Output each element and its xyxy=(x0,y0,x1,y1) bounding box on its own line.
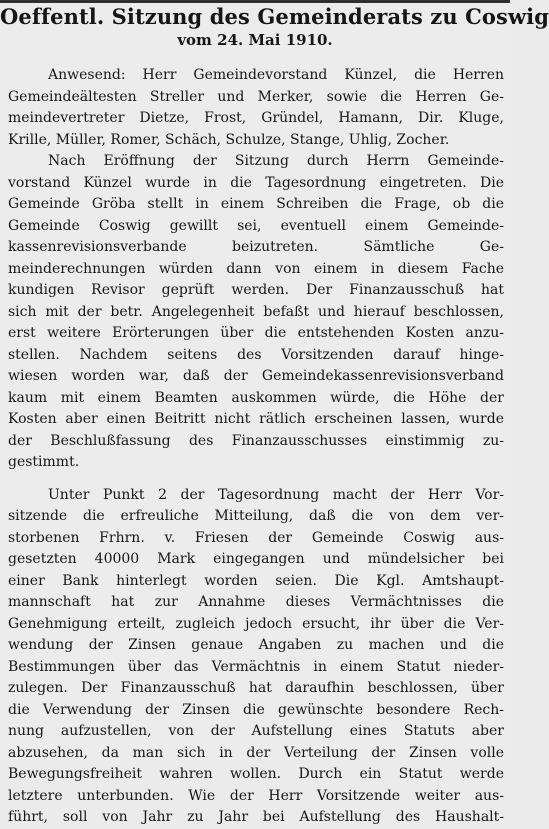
paragraph-line: sich mit der betr. Angelegenheit befaßt und hierauf beschlossen, xyxy=(8,303,504,320)
paragraph-line: sitzende die erfreuliche Mitteilung, daß die von dem ver- xyxy=(8,508,504,524)
paragraph-line: Gemeinde Gröba stellt in einem Schreiben die Frage, ob die xyxy=(8,196,504,212)
paragraph-line: stellen. Nachdem seitens des Vorsitzenden darauf hinge- xyxy=(8,346,504,363)
paragraph-line: führt, soll von Jahr zu Jahr bei Aufstellung des Haushalt- xyxy=(8,809,504,825)
paragraph-line: Kosten aber einen Beitritt nicht rätlich erscheinen lassen, wurde xyxy=(8,411,504,427)
paragraph-line: letztere unterbunden. Wie der Herr Vorsitzende weiter aus- xyxy=(8,787,504,804)
paragraph-line: Krille, Müller, Romer, Schäch, Schulze, Stange, Uhlig, Zocher. xyxy=(8,131,450,148)
paragraph-line: Unter Punkt 2 der Tagesordnung macht der Herr Vor- xyxy=(48,486,504,503)
paragraph-line: zulegen. Der Finanzausschuß hat daraufhin beschlossen, über xyxy=(8,680,504,696)
paragraph-line: gestimmt. xyxy=(8,454,80,470)
article-dateline: vom 24. Mai 1910. xyxy=(177,31,333,49)
paragraph-line: Bestimmungen über das Vermächtnis in einem Statut nieder- xyxy=(8,658,504,675)
paragraph-line: Genehmigung erteilt, zugleich jedoch ersucht, ihr über die Ver- xyxy=(8,615,504,632)
paragraph-line: abzusehen, da man sich in der Verteilung der Zinsen volle xyxy=(8,744,504,761)
paragraph-line: meinderechnungen würden dann von einem in diesem Fache xyxy=(8,260,504,277)
paragraph-line: die Verwendung der Zinsen die gewünschte besondere Rech- xyxy=(8,701,504,718)
paragraph-line: Nach Eröffnung der Sitzung durch Herrn Gemeinde- xyxy=(48,153,504,169)
article-paragraph xyxy=(8,485,504,829)
article-paragraph xyxy=(8,151,504,474)
paragraph-line: der Beschlußfassung des Finanzausschusses einstimmig zu- xyxy=(8,432,504,449)
paragraph-line: kundigen Revisor geprüft werden. Der Finanzausschuß hat xyxy=(8,282,504,298)
paragraph-line: nung aufzustellen, von der Aufstellung eines Statuts aber xyxy=(8,723,504,739)
paragraph-line: Bewegungsfreiheit wahren wollen. Durch ein Statut werde xyxy=(8,766,504,782)
paragraph-line: meindevertreter Dietze, Frost, Gründel, Hamann, Dir. Kluge, xyxy=(8,110,504,126)
paragraph-line: gesetzten 40000 Mark eingegangen und mündelsicher bei xyxy=(8,551,504,567)
paragraph-line: Gemeinde Coswig gewillt sei, eventuell einem Gemeinde- xyxy=(8,217,504,234)
paragraph-line: Anwesend: Herr Gemeindevorstand Künzel, die Herren xyxy=(48,67,504,83)
paragraph-line: storbenen Frhrn. v. Friesen der Gemeinde Coswig aus- xyxy=(8,529,504,546)
paragraph-line: Gemeindeältesten Streller und Merker, sowie die Herren Ge- xyxy=(8,88,504,105)
paragraph-line: wiesen worden war, daß der Gemeindekassenrevisionsverband xyxy=(8,368,504,384)
article-headline: Oeffentl. Sitzung des Gemeinderats zu Coswig xyxy=(0,4,549,29)
paragraph-line: kaum mit einem Beamten auskommen würde, die Höhe der xyxy=(8,389,504,406)
paragraph-line: wendung der Zinsen genaue Angaben zu machen und die xyxy=(8,637,504,653)
paragraph-line: mannschaft hat zur Annahme dieses Vermächtnisses die xyxy=(8,594,504,610)
paragraph-line: vorstand Künzel wurde in die Tagesordnung eingetreten. Die xyxy=(8,174,504,191)
article-paragraph xyxy=(8,65,504,151)
paragraph-line: kassenrevisionsverbande beizutreten. Sämtliche Ge- xyxy=(8,239,504,255)
paragraph-line: erst weitere Erörterungen über die entstehenden Kosten anzu- xyxy=(8,325,504,341)
paragraph-line: einer Bank hinterlegt worden seien. Die Kgl. Amtshaupt- xyxy=(8,572,504,589)
article-header xyxy=(0,3,549,50)
article-body xyxy=(8,65,504,829)
